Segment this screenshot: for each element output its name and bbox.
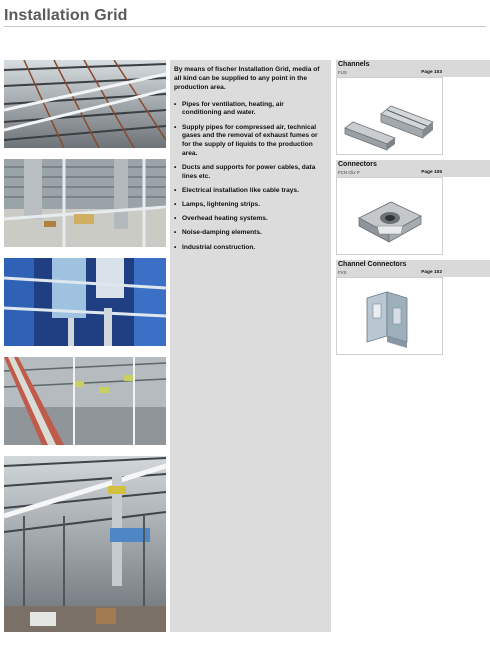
list-item: • Ducts and supports for power cables, data lines etc. <box>174 163 316 180</box>
product-header <box>336 160 490 177</box>
product-code: FCN Clix P <box>338 170 360 175</box>
page-reference[interactable]: Page 103 <box>421 70 442 75</box>
overhead-crane-photo <box>4 456 166 632</box>
product-name: Channels <box>338 61 370 68</box>
channel-connector-image <box>336 277 443 355</box>
bullet-icon: • <box>174 229 177 237</box>
page-reference[interactable]: Page 105 <box>421 170 442 175</box>
bullet-icon: • <box>174 186 177 194</box>
intro-text: By means of fischer Installation Grid, media of all kind can be supplied to any point in the production area. <box>174 66 320 91</box>
product-connectors[interactable] <box>336 160 490 255</box>
product-header <box>336 60 490 77</box>
list-item: • Industrial construction. <box>174 243 256 251</box>
list-item: • Lamps, lightening strips. <box>174 201 261 208</box>
ceiling-grid-photo <box>4 60 166 148</box>
factory-hall-photo <box>4 159 166 247</box>
list-item: • Overhead heating systems. <box>174 215 268 223</box>
product-channels[interactable] <box>336 60 490 155</box>
list-item: • Electrical installation like cable trays. <box>174 186 299 194</box>
list-item: • Supply pipes for compressed air, technical gases and the removal of exhaust fumes or for the supply of liquids to the production area. <box>174 123 318 157</box>
product-name: Channel Connectors <box>338 261 407 268</box>
channel-profiles-image <box>336 77 443 155</box>
bullet-icon: • <box>174 100 177 108</box>
application-list <box>174 101 325 253</box>
list-item: • Pipes for ventilation, heating, air conditioning and water. <box>174 100 284 117</box>
conveyor-photo <box>4 357 166 445</box>
bullet-icon: • <box>174 123 177 131</box>
product-header <box>336 260 490 277</box>
product-code: FVS <box>338 270 347 275</box>
list-item: • Noise-damping elements. <box>174 229 262 237</box>
product-channel-connectors[interactable] <box>336 260 490 355</box>
description-panel <box>170 60 331 632</box>
title-divider <box>4 26 486 27</box>
connector-image <box>336 177 443 255</box>
bullet-icon: • <box>174 201 177 208</box>
bullet-icon: • <box>174 215 177 223</box>
page-reference[interactable]: Page 102 <box>421 270 442 275</box>
blue-ducts-photo <box>4 258 166 346</box>
product-code: FUS <box>338 70 347 75</box>
bullet-icon: • <box>174 163 177 171</box>
page-title: Installation Grid <box>4 7 128 24</box>
bullet-icon: • <box>174 243 177 251</box>
product-name: Connectors <box>338 161 377 168</box>
